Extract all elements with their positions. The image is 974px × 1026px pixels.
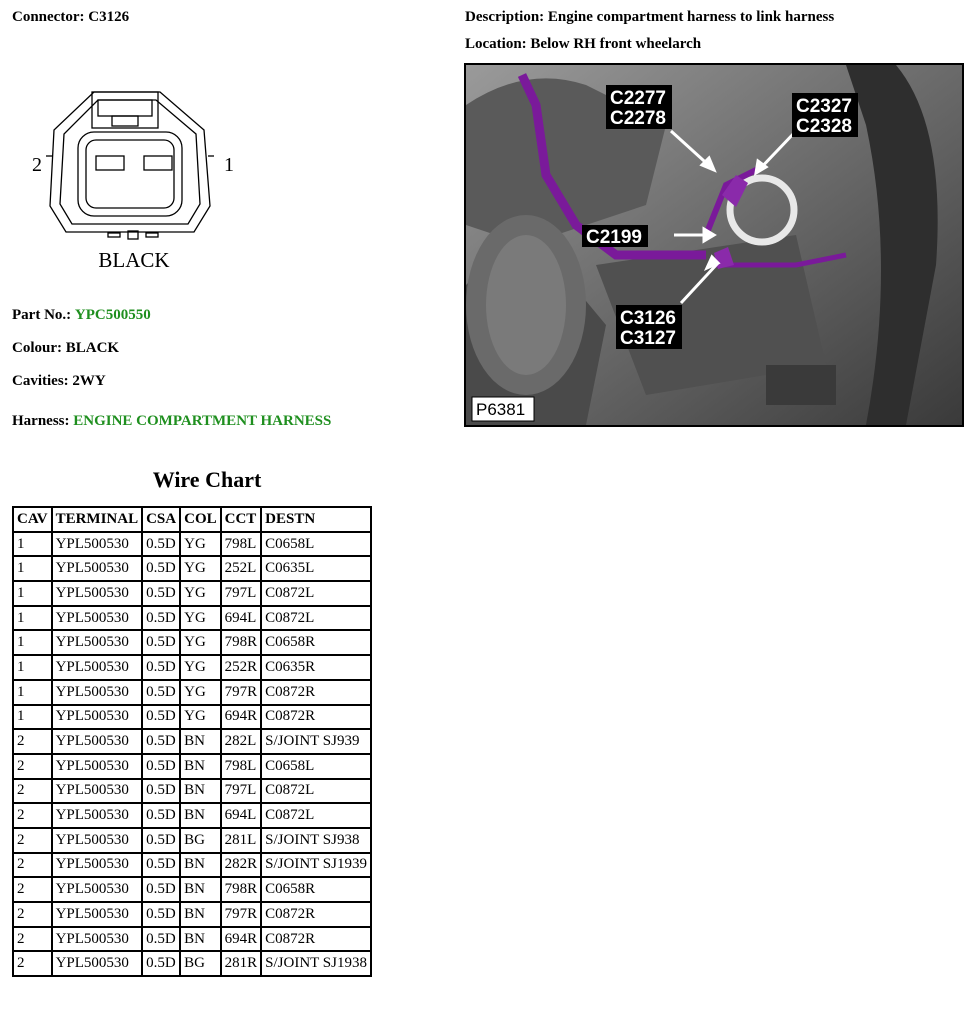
- cell-destn: C0658R: [261, 630, 371, 655]
- cell-destn: C0635R: [261, 655, 371, 680]
- cell-destn: S/JOINT SJ1939: [261, 853, 371, 878]
- cell-csa: 0.5D: [142, 853, 180, 878]
- table-row: [13, 532, 371, 557]
- cavities-label: Cavities:: [12, 373, 69, 389]
- cell-destn: C0658L: [261, 754, 371, 779]
- cell-cav: 1: [13, 655, 52, 680]
- colour-line: [12, 340, 119, 357]
- cell-cav: 1: [13, 705, 52, 730]
- wire-chart-title: Wire Chart: [152, 467, 262, 492]
- cell-terminal: YPL500530: [52, 779, 143, 804]
- cell-terminal: YPL500530: [52, 803, 143, 828]
- cell-csa: 0.5D: [142, 606, 180, 631]
- pin-2-label: 2: [32, 154, 42, 176]
- cell-cct: 797L: [221, 581, 262, 606]
- cell-col: YG: [180, 680, 221, 705]
- cell-col: YG: [180, 556, 221, 581]
- cell-cct: 694L: [221, 606, 262, 631]
- table-row: [13, 803, 371, 828]
- cell-csa: 0.5D: [142, 705, 180, 730]
- cell-destn: C0872L: [261, 803, 371, 828]
- cell-terminal: YPL500530: [52, 680, 143, 705]
- cell-csa: 0.5D: [142, 951, 180, 976]
- cell-csa: 0.5D: [142, 630, 180, 655]
- cell-cct: 798R: [221, 877, 262, 902]
- cavity-2: [96, 156, 124, 170]
- cavities-value: 2WY: [72, 373, 106, 389]
- column-header-cav: CAV: [13, 507, 52, 532]
- cell-terminal: YPL500530: [52, 927, 143, 952]
- connector-latch-tab: [112, 116, 138, 126]
- connector-label: Connector:: [12, 9, 85, 25]
- cell-csa: 0.5D: [142, 803, 180, 828]
- connector-outline: [50, 92, 210, 232]
- cell-destn: C0872R: [261, 927, 371, 952]
- cell-terminal: YPL500530: [52, 729, 143, 754]
- cell-terminal: YPL500530: [52, 606, 143, 631]
- cell-csa: 0.5D: [142, 581, 180, 606]
- table-row: [13, 828, 371, 853]
- location-value: Below RH front wheelarch: [530, 36, 702, 52]
- table-row: [13, 655, 371, 680]
- cell-destn: C0872R: [261, 902, 371, 927]
- cell-cct: 798R: [221, 630, 262, 655]
- cell-col: BN: [180, 877, 221, 902]
- cell-col: BG: [180, 951, 221, 976]
- cell-terminal: YPL500530: [52, 532, 143, 557]
- wire-chart-body: [13, 532, 371, 976]
- cell-cct: 798L: [221, 754, 262, 779]
- connector-latch: [92, 92, 158, 128]
- column-header-col: COL: [180, 507, 221, 532]
- location-photo-art: [466, 65, 962, 425]
- cell-destn: C0635L: [261, 556, 371, 581]
- connector-colour-text: BLACK: [98, 248, 170, 272]
- column-header-csa: CSA: [142, 507, 180, 532]
- location-label: Location:: [465, 36, 527, 52]
- cell-cav: 2: [13, 902, 52, 927]
- cell-cav: 2: [13, 853, 52, 878]
- callout-c2277: C2277: [610, 88, 666, 109]
- cell-terminal: YPL500530: [52, 877, 143, 902]
- table-row: [13, 606, 371, 631]
- table-row: [13, 680, 371, 705]
- connector-line: [12, 9, 129, 26]
- callout-c2278: C2278: [610, 108, 666, 129]
- cell-cct: 694R: [221, 927, 262, 952]
- table-row: [13, 705, 371, 730]
- connector-inner-outline: [60, 100, 200, 224]
- cell-cav: 1: [13, 606, 52, 631]
- connector-face-diagram: [28, 86, 248, 276]
- description-line: [465, 9, 834, 26]
- cell-cct: 281L: [221, 828, 262, 853]
- cell-cct: 797R: [221, 902, 262, 927]
- cell-col: BG: [180, 828, 221, 853]
- table-row: [13, 729, 371, 754]
- colour-label: Colour:: [12, 340, 62, 356]
- cell-csa: 0.5D: [142, 828, 180, 853]
- cell-destn: C0658L: [261, 532, 371, 557]
- table-row: [13, 779, 371, 804]
- cell-terminal: YPL500530: [52, 828, 143, 853]
- cell-cct: 694L: [221, 803, 262, 828]
- connector-cavity-inner: [86, 140, 174, 208]
- cavity-1: [144, 156, 172, 170]
- part-line: [12, 307, 151, 324]
- table-row: [13, 951, 371, 976]
- cell-col: BN: [180, 803, 221, 828]
- connector-value: C3126: [88, 9, 130, 25]
- cell-destn: C0658R: [261, 877, 371, 902]
- cell-csa: 0.5D: [142, 556, 180, 581]
- cell-cav: 2: [13, 877, 52, 902]
- cell-cav: 1: [13, 630, 52, 655]
- cell-cav: 2: [13, 803, 52, 828]
- cell-col: YG: [180, 630, 221, 655]
- harness-label: Harness:: [12, 413, 70, 429]
- cell-terminal: YPL500530: [52, 853, 143, 878]
- description-label: Description:: [465, 9, 545, 25]
- table-row: [13, 581, 371, 606]
- cell-cav: 2: [13, 951, 52, 976]
- cell-csa: 0.5D: [142, 729, 180, 754]
- cell-cav: 1: [13, 556, 52, 581]
- photo-reference: P6381: [476, 400, 526, 419]
- cavities-line: [12, 373, 106, 390]
- cell-cct: 252L: [221, 556, 262, 581]
- cell-cav: 2: [13, 729, 52, 754]
- cell-col: BN: [180, 729, 221, 754]
- table-row: [13, 877, 371, 902]
- cell-col: BN: [180, 927, 221, 952]
- part-value: YPC500550: [74, 307, 151, 323]
- table-row: [13, 630, 371, 655]
- callout-c2327: C2327: [796, 96, 852, 117]
- colour-value: BLACK: [65, 340, 120, 356]
- cell-destn: S/JOINT SJ939: [261, 729, 371, 754]
- cell-col: YG: [180, 532, 221, 557]
- cell-csa: 0.5D: [142, 680, 180, 705]
- cell-col: BN: [180, 853, 221, 878]
- cell-terminal: YPL500530: [52, 902, 143, 927]
- cell-csa: 0.5D: [142, 902, 180, 927]
- cell-destn: S/JOINT SJ1938: [261, 951, 371, 976]
- callout-c3127: C3127: [620, 328, 676, 349]
- column-header-destn: DESTN: [261, 507, 371, 532]
- cell-destn: S/JOINT SJ938: [261, 828, 371, 853]
- cell-col: BN: [180, 779, 221, 804]
- cell-terminal: YPL500530: [52, 655, 143, 680]
- cell-col: YG: [180, 606, 221, 631]
- wire-chart-table: [12, 506, 372, 977]
- cell-terminal: YPL500530: [52, 754, 143, 779]
- cell-cav: 2: [13, 754, 52, 779]
- description-value: Engine compartment harness to link harness: [547, 9, 835, 25]
- connector-latch-inner: [98, 100, 152, 116]
- callout-c2328: C2328: [796, 116, 852, 137]
- harness-line: [12, 413, 331, 430]
- cell-cav: 1: [13, 581, 52, 606]
- cell-cct: 694R: [221, 705, 262, 730]
- part-label: Part No.:: [12, 307, 72, 323]
- cell-csa: 0.5D: [142, 877, 180, 902]
- cell-cav: 1: [13, 680, 52, 705]
- callout-c2199: C2199: [586, 227, 642, 248]
- column-header-terminal: TERMINAL: [52, 507, 143, 532]
- cell-destn: C0872L: [261, 779, 371, 804]
- cell-cct: 797L: [221, 779, 262, 804]
- cell-cav: 2: [13, 927, 52, 952]
- cell-col: BN: [180, 754, 221, 779]
- pin-1-label: 1: [224, 154, 234, 176]
- cell-destn: C0872L: [261, 606, 371, 631]
- cell-cav: 2: [13, 828, 52, 853]
- cell-destn: C0872R: [261, 705, 371, 730]
- cell-col: YG: [180, 705, 221, 730]
- cell-cct: 281R: [221, 951, 262, 976]
- table-row: [13, 902, 371, 927]
- cell-destn: C0872R: [261, 680, 371, 705]
- wire-chart-header-row: [13, 507, 371, 532]
- callout-c3126: C3126: [620, 308, 676, 329]
- table-row: [13, 927, 371, 952]
- cell-terminal: YPL500530: [52, 556, 143, 581]
- harness-value: ENGINE COMPARTMENT HARNESS: [73, 413, 332, 429]
- cell-terminal: YPL500530: [52, 630, 143, 655]
- cell-cct: 282L: [221, 729, 262, 754]
- cell-col: YG: [180, 581, 221, 606]
- cell-cav: 1: [13, 532, 52, 557]
- table-row: [13, 853, 371, 878]
- cell-csa: 0.5D: [142, 655, 180, 680]
- cell-cct: 282R: [221, 853, 262, 878]
- connector-cavity-housing: [78, 132, 182, 216]
- cell-terminal: YPL500530: [52, 705, 143, 730]
- cell-cct: 252R: [221, 655, 262, 680]
- cell-terminal: YPL500530: [52, 581, 143, 606]
- cell-terminal: YPL500530: [52, 951, 143, 976]
- table-row: [13, 556, 371, 581]
- column-header-cct: CCT: [221, 507, 262, 532]
- cell-csa: 0.5D: [142, 927, 180, 952]
- cell-csa: 0.5D: [142, 754, 180, 779]
- cell-cav: 2: [13, 779, 52, 804]
- cell-destn: C0872L: [261, 581, 371, 606]
- location-line: [465, 36, 701, 53]
- cell-col: BN: [180, 902, 221, 927]
- cell-cct: 798L: [221, 532, 262, 557]
- cell-col: YG: [180, 655, 221, 680]
- cell-cct: 797R: [221, 680, 262, 705]
- cell-csa: 0.5D: [142, 532, 180, 557]
- location-photo: [464, 63, 964, 427]
- table-row: [13, 754, 371, 779]
- cell-csa: 0.5D: [142, 779, 180, 804]
